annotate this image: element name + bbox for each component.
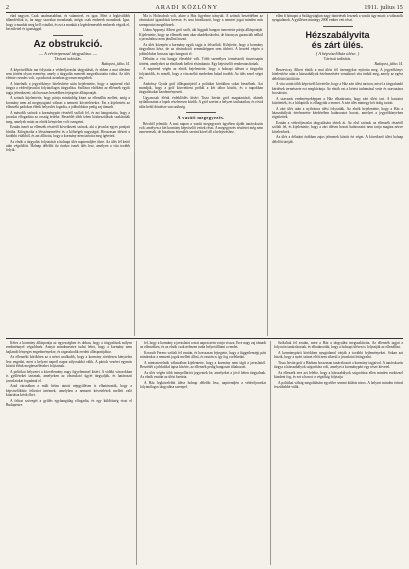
article-dateline: Budapest, július 14. xyxy=(374,62,403,67)
article-paragraph: Utána Apponyi Albert gróf szólt, aki higgadt hangon ismertette pártja álláspontját. Kijelentette, hogy az ellenzék nem akar akadékoskodni, de bizonyos garanciák nélkül a javaslathoz nem járulhat hozzá. xyxy=(139,28,263,42)
article-headline: Az obstrukció. xyxy=(33,38,103,50)
article-paragraph: fel, hogy a kormány a javaslatot a mai napon nem vonja vissza. Erre nagy zaj támadt az ellenzéken, és az elnök csak nehezen tudta helyreállítani a rendet. xyxy=(140,341,266,350)
intro-paragraph: ellen 6 hónapot a Szilágyságban nagy tüntetések lesznek a vasúti ügy miatt; a választók nyugtalanok. A gyűlésen mintegy 2000 ember vett részt. xyxy=(272,14,403,23)
divider xyxy=(186,112,216,113)
article-paragraph: Ezután ismét az ellenzék részéről következett szónok, aki a javaslat egyes pontjait bírálta. Kifogásolta a létszámemelést és a költségek nagyságát. Hosszasan idézett a korábbi vitákból, és azt állította, hogy a kormány nem tartotta meg ígéreteit. xyxy=(6,125,130,138)
column-right xyxy=(272,14,403,336)
article-paragraph: Arad városában a múlt héten tartott népgyűlésen is elhatározták, hogy a képviselőkhöz feliratot intéznek, amelyben a nemzeti követelések mellett való kitartásra kérik őket. xyxy=(6,384,132,398)
article-paragraph: Az ülés közepén a kormány egyik tagja is felszólalt. Kifejtette, hogy a kormány tárgyalásra kész, de az obstrukciót semmiképpen sem tűrheti. A beszéd végén a jobboldalon hosszas taps hangzott el. xyxy=(139,42,263,56)
article-paragraph: A kormánypárti körökben nyugtalanul várják a további fejleményeket. Sokan azt hiszik, hogy a nyári szünet előtt nem sikerül a javaslatot letárgyalni. xyxy=(274,351,403,360)
article-paragraph: Kossuth Ferenc szólalt fel ezután, és hosszasan fejtegette, hogy a függetlenségi párt mindenkor a nemzeti jogok mellett állott, és ezután is így fog cselekedni. xyxy=(140,351,266,360)
article-paragraph: Az ülés végén több interpellációt jegyeztek be, amelyeket a jövő héten tárgyalnak. Az elnök ezután az ülést bezárta. xyxy=(140,371,266,380)
issue-date: 1911. julius 15 xyxy=(364,4,403,11)
article-paragraph: Az ülés a délutáni órákban zajos jelenetek között ért véget. A következő ülést holnap délelőtt tartják. xyxy=(272,135,403,144)
paper-name: ARADI KÖZLÖNY xyxy=(155,4,219,11)
column-left xyxy=(6,14,130,336)
article-paragraph: Ezután a véderőjavaslat tárgyalására tértek át. Az első szónok az ellenzék részéről szólalt fel, és kijelentette, hogy a zárt ülésen hozott határozatot nem tartja magára nézve kötelezőnek. xyxy=(272,120,403,134)
page-number: 2 xyxy=(6,4,10,11)
article-paragraph: Andrássy Gyula gróf álláspontjáról a politikai körökben sokat beszélnek. Azt mondják, hogy a gróf közvetíteni próbál a két tábor között, és a napokban tárgyalásokat kezdeményezett. xyxy=(139,81,263,95)
article-paragraph: A szónok kijelentette, hogy pártja mindaddig kitart az ellenállás mellett, amíg a kormány nem ad megnyugtató választ a nemzeti követelésekre. Ezt a kijelentést az ellenzéki padokon élénk helyeslés fogadta, a jobboldalon pedig zaj támadt. xyxy=(6,96,130,110)
article-paragraph: Kétes a kormány álláspontja az egyezségben és abban, hogy a tárgyalások milyen eredménnyel végződnek. Annyit mindenesetre tudni lehet, hogy a kormány nem hajlandó lényeges engedményekre, és ragaszkodik eredeti álláspontjához. xyxy=(6,341,132,354)
article-paragraph: Ma is Holzschuh volt, akire a Ház figyelme irányult. A szónok beszédében az obstrukció igazolását kereste, és arra hivatkozott, hogy a nemzet jogai minden más szempontot megelőznek. xyxy=(139,14,263,27)
article-subheading: ( A képviselőház ülése. ) xyxy=(315,50,360,56)
article-paragraph: A vita során több képviselő követelte, hogy a Ház zárt ülést tartson, mivel a tárgyalandó kérdések természete ezt megkívánja. Az elnök ezt a kérést tudomásul vette és szavazásra bocsátotta. xyxy=(272,82,403,95)
intro-paragraph: elad nagyon. Csak unalmasabban, és valamivel, ez igaz. Mert a legkiválóbb államférfiak is, ha nagy szavakat mondanak, mégis csak emberek maradnak. Igaz, hogy a munkát meg kell csinálni, és ezt a munkát a legérdemesebb emberek végzik el, becsülettel és igazsággal. xyxy=(6,14,130,32)
article-headline: Hézszabályvita xyxy=(305,29,370,40)
article-paragraph: A politikai válság megoldására egyelőre semmi kilátás nincs. A helyzet minden órával feszültebbé válik. xyxy=(274,381,403,390)
article-subheading: — A vérüripenzal tárgyalása. — xyxy=(38,50,98,56)
article-dateline: Budapest, július 14. xyxy=(101,62,130,67)
article-paragraph: Az ellenzék erre azt felelte, hogy a házszabályok szigorítása ellen minden eszközzel küzdeni fog, és ezt a harcot a végsőkig folytatja. xyxy=(274,371,403,380)
article-paragraph: A képviselőház ma folytatta a véderőjavaslat tárgyalását, és ebben a mai ülésben sem történt olyan esemény, amely a tárgyalás menetét megváltoztatta volna. Az ülés eleinte csendes volt, a padsorok azonban gyorsan megteltek. xyxy=(6,67,130,81)
article-paragraph: Berzeviczy Albert elnök a mai ülést fél tizenegykor nyitotta meg. A jegyzőkönyv hitelesítése után a házszabályok értelmezésére vonatkozó vita indult meg, amely az egész délelőttöt kitöltötte. xyxy=(272,67,403,81)
lower-column-left xyxy=(6,341,132,565)
article-paragraph: A második szónok a kormánypárt részéről szólalt fel, és azt hangoztatta, hogy a javaslat elfogadása az ország érdeke. Beszédét több ízben közbeszólások szakították meg, amelyek miatt az elnök kénytelen volt csengetni. xyxy=(6,110,130,124)
column-rule xyxy=(270,341,271,565)
article-paragraph: A miniszterelnök válaszában kijelentette, hogy a kormány nem tágít a javaslattól. Beszédét a jobboldal tapsa kísérte, az ellenzék pedig hangosan tiltakozott. xyxy=(140,361,266,370)
article-paragraph: A felirat szövegét a gyűlés egyhangúlag elfogadta, és egy küldöttség viszi el Budapestre. xyxy=(6,398,132,408)
divider xyxy=(53,35,83,36)
section-rule xyxy=(6,338,403,339)
article-paragraph: Az elnök a tárgyalás folytatását a holnapi ülés napirendjére tűzte. Az ülés fél kettő után végződött. Holnap délelőtt tíz órakor ismét ülés lesz, amelyen a vita tovább folyik. xyxy=(6,139,130,153)
article-paragraph: Bécsből jelentik: A mai napon a vasúti megegyezés ügyében újabb tanácskozás volt, amelyen a két kormány képviselői vettek részt. A megegyezés részletei még nem ismeretesek, de bizalmas értesülés szerint közel áll a befejezéshez. xyxy=(139,121,263,135)
column-rule xyxy=(136,341,137,565)
article-paragraph: A Ház legközelebbi ülése holnap délelőtt lesz, napirendjén a véderőjavaslat folytatólagos tárgyalása szerepel. xyxy=(140,381,266,390)
column-middle xyxy=(139,14,263,336)
article-paragraph: Tisza István gróf a Házban hosszasan tanácskozott a kormány tagjaival. A tanácskozás tárgya a házszabályok szigorítása volt, amelyet a kormánypárt egy része követel. xyxy=(274,361,403,370)
article-paragraph: A zárt ülés után a nyilvános ülést folytatták. Az elnök bejelentette, hogy a Ház a házszabályok értelmezése kérdésében határozatot hozott, amelyet a jegyzőkönyvben rögzítettek. xyxy=(272,106,403,120)
article-paragraph: Az ellenzéki körökben az a nézet uralkodik, hogy a kormány rövidesen kénytelen lesz engedni, mert a helyzet napról napra súlyosabbá válik. A pártok vezérei egymás között élénk megbeszéléseket folytatnak. xyxy=(6,355,132,369)
article-paragraph: Szólaltak fel ezután, mire a Ház a tárgyalást megszakította. Az ellenzék tagjai a folyosón tanácskoztak, és elhatározták, hogy a holnapi ülésen is folytatják az ellenállást. xyxy=(274,341,403,350)
lower-column-right xyxy=(274,341,403,565)
article-byline: Távirati tudósítás. xyxy=(54,56,82,61)
section-heading: A vasúti megegyezés. xyxy=(177,115,225,121)
article-headline-line2: és zárt ülés. xyxy=(311,39,364,50)
divider xyxy=(323,26,353,27)
column-rule xyxy=(134,14,135,336)
article-paragraph: A szavazás eredményeképpen a Ház elhatározta, hogy zárt ülést tart. A karzatot kiürítették, és a hírlapírók is elhagyták a termet. A zárt ülés mintegy két óráig tartott. xyxy=(272,96,403,105)
column-rule xyxy=(267,14,268,336)
article-paragraph: Ugyancsak élénk érdeklődés kíséri Tisza István gróf magatartását, akinek nyilatkozatait a lapok részletesen közlik. A gróf szerint a helyzet tarthatatlan, és rövid időn belül döntésre van szükség. xyxy=(139,96,263,109)
article-paragraph: Délután a vita hangja élesebbé vált. Több személyes természetű összecsapás történt, amelyeket az elnöknek kellett elsimítania. Egy képviselőt rendreutasítottak. xyxy=(139,57,263,66)
lower-column-middle xyxy=(140,341,266,565)
article-byline: Távirati tudósítás. xyxy=(323,56,352,61)
masthead xyxy=(6,3,403,13)
article-paragraph: A házelnök a jegyzőkönyv hitelesítése után bejelentette, hogy a napirend első tárgya a véderőjavaslat folytatólagos tárgyalása. Szólásra elsőként az ellenzék egyik tagja jelentkezett, aki hosszas beszédben fejtegette álláspontját. xyxy=(6,81,130,95)
article-paragraph: A politikai helyzetet a közvélemény nagy figyelemmel kíséri. A vidéki városokban is gyűléseket tartanak, amelyeken az obstrukció ügyét tárgyalják, és határozati javaslatokat fogadnak el. xyxy=(6,369,132,383)
article-paragraph: A napirend végén az elnök bejelentette, hogy a holnapi ülésen a tárgyalás folytatódik, és reméli, hogy a vita méltó mederben halad tovább. Az ülés ezzel véget ért. xyxy=(139,67,263,81)
